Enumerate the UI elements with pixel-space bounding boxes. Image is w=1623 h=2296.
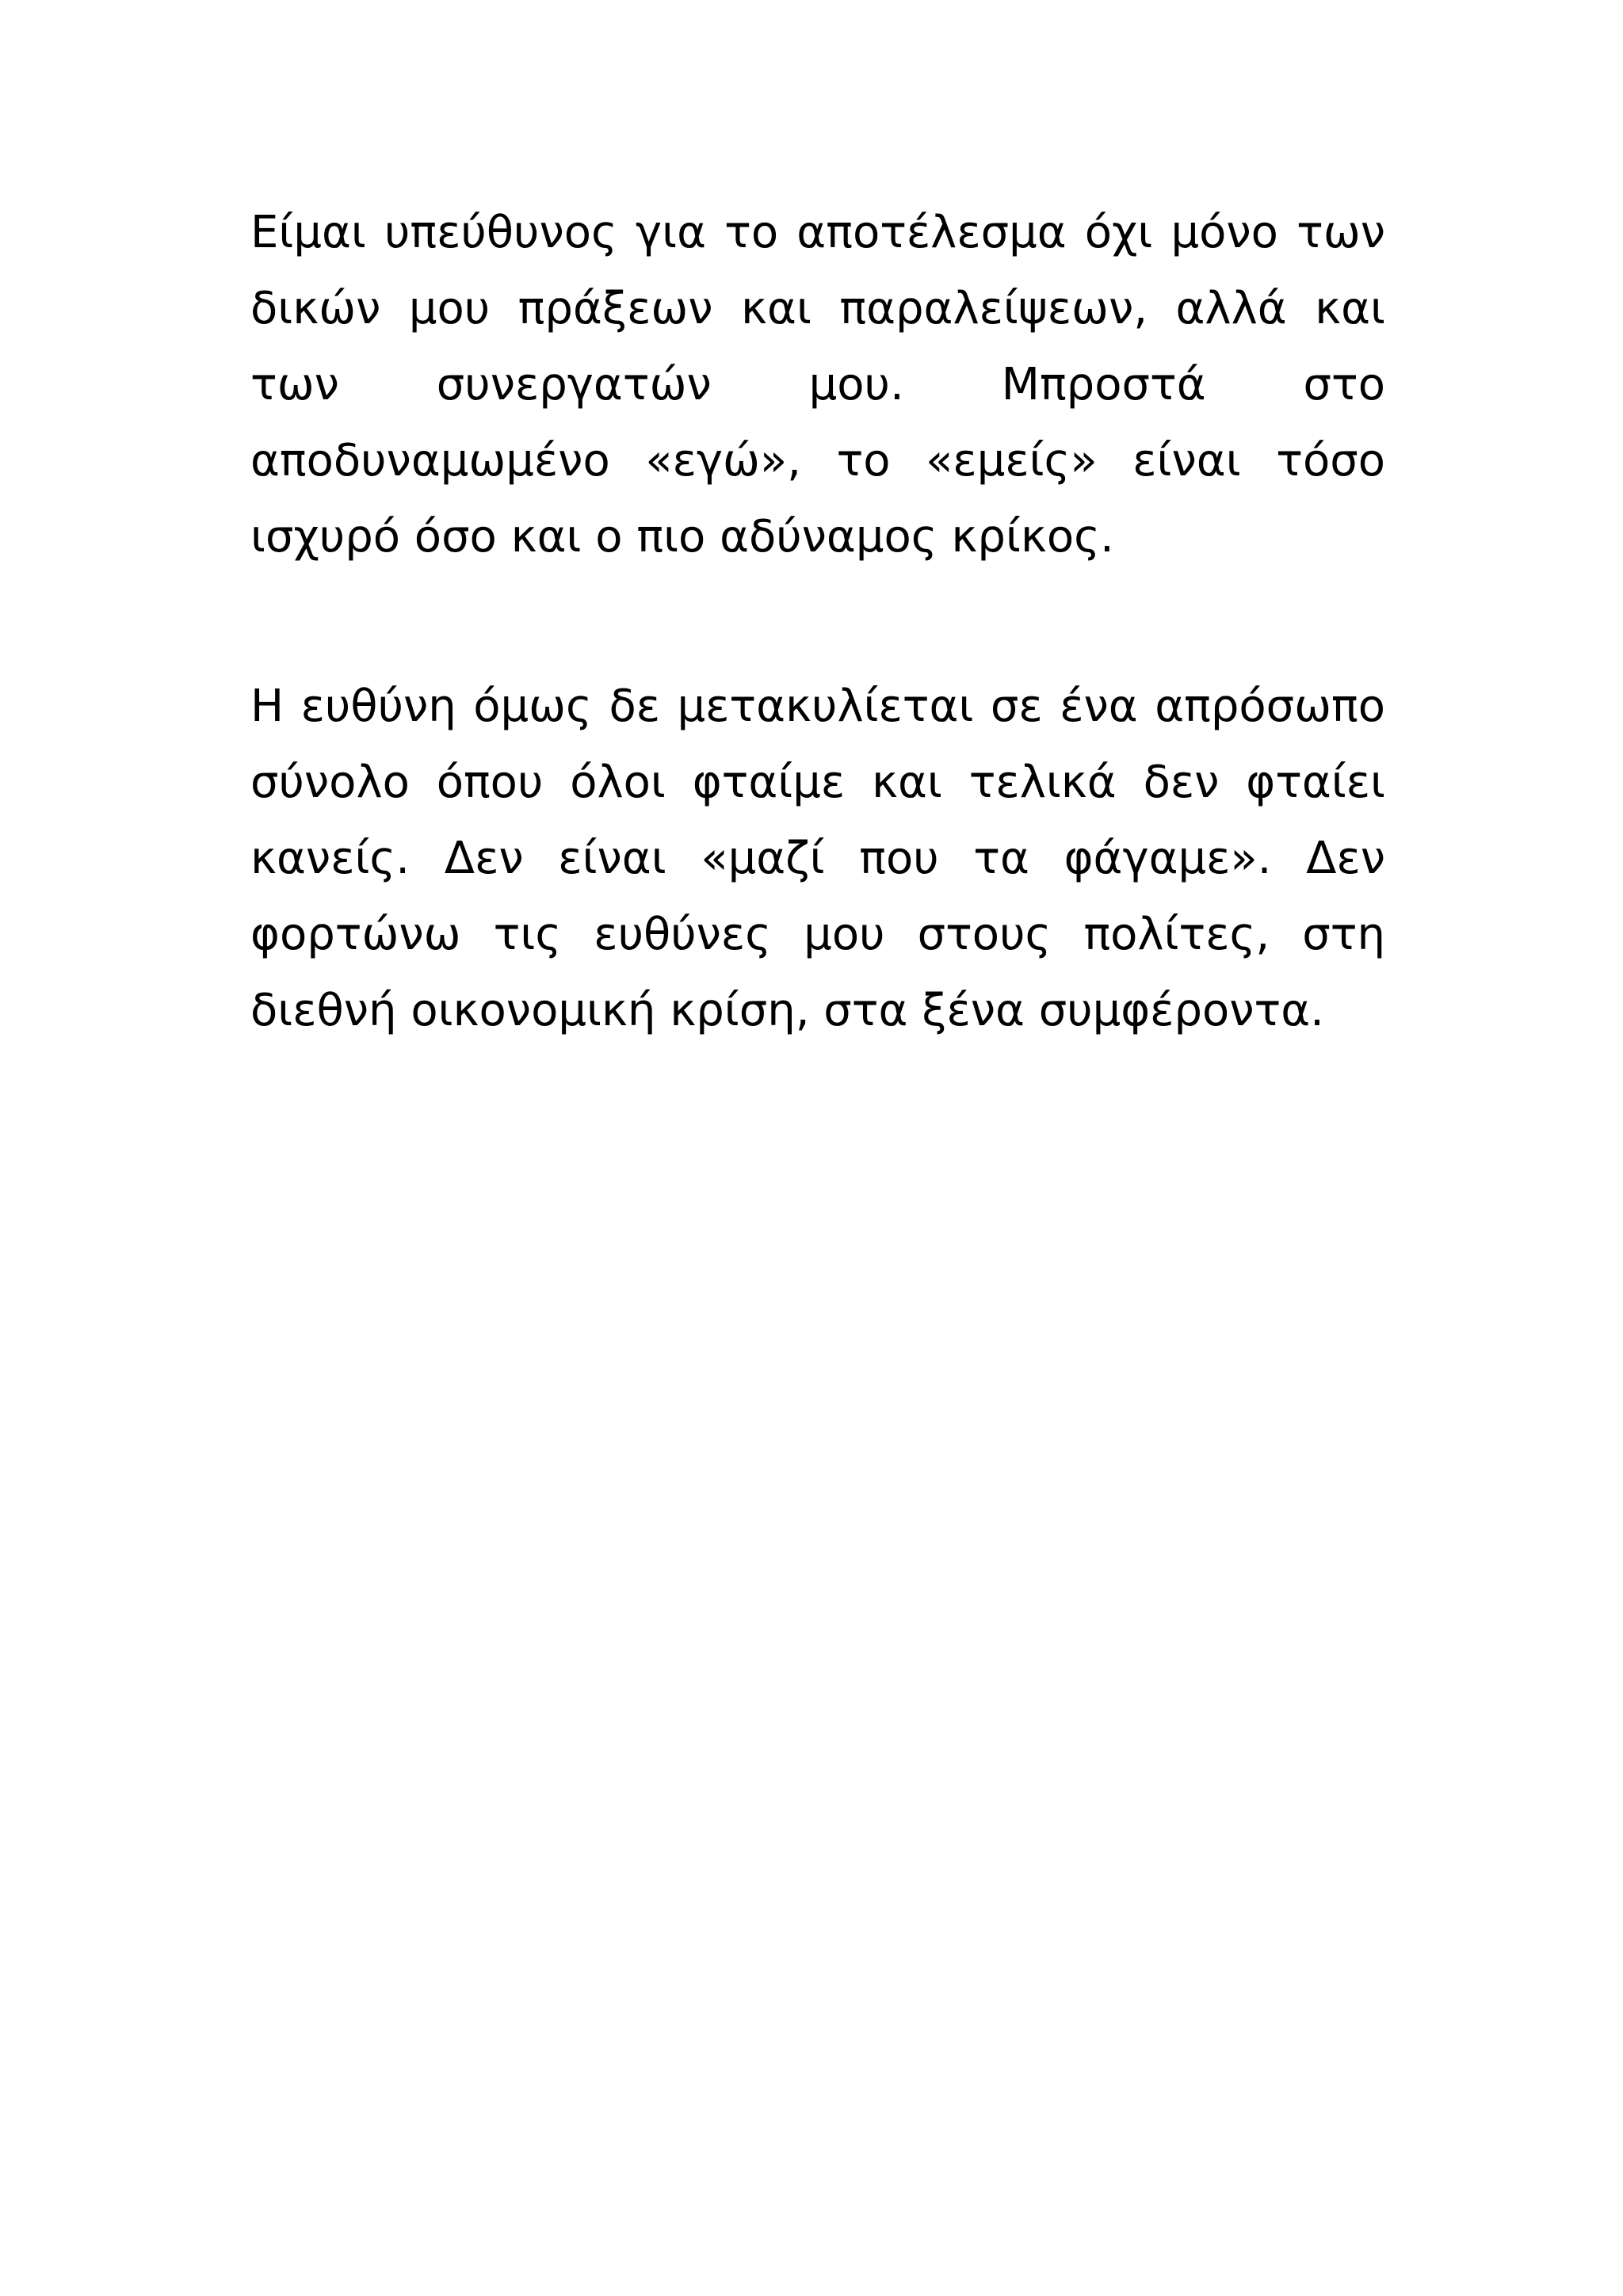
paragraph-2: Η ευθύνη όμως δε μετακυλίεται σε ένα απρόσωπο σύνολο όπου όλοι φταίμε και τελικά δεν φταίει κανείς. Δεν είναι «μαζί που τα φάγαμε». Δεν φορτώνω τις ευθύνες μου στους πολίτες, στη διεθνή οικονομική κρίση, στα ξένα συμφέροντα. — [250, 681, 1385, 1036]
body-text — [250, 195, 1385, 1049]
paragraph-1: Είμαι υπεύθυνος για το αποτέλεσμα όχι μόνο των δικών μου πράξεων και παραλείψεων, αλλά και των συνεργατών μου. Μπροστά στο αποδυναμωμένο «εγώ», το «εμείς» είναι τόσο ισχυρό όσο και ο πιο αδύναμος κρίκος. — [250, 207, 1385, 563]
